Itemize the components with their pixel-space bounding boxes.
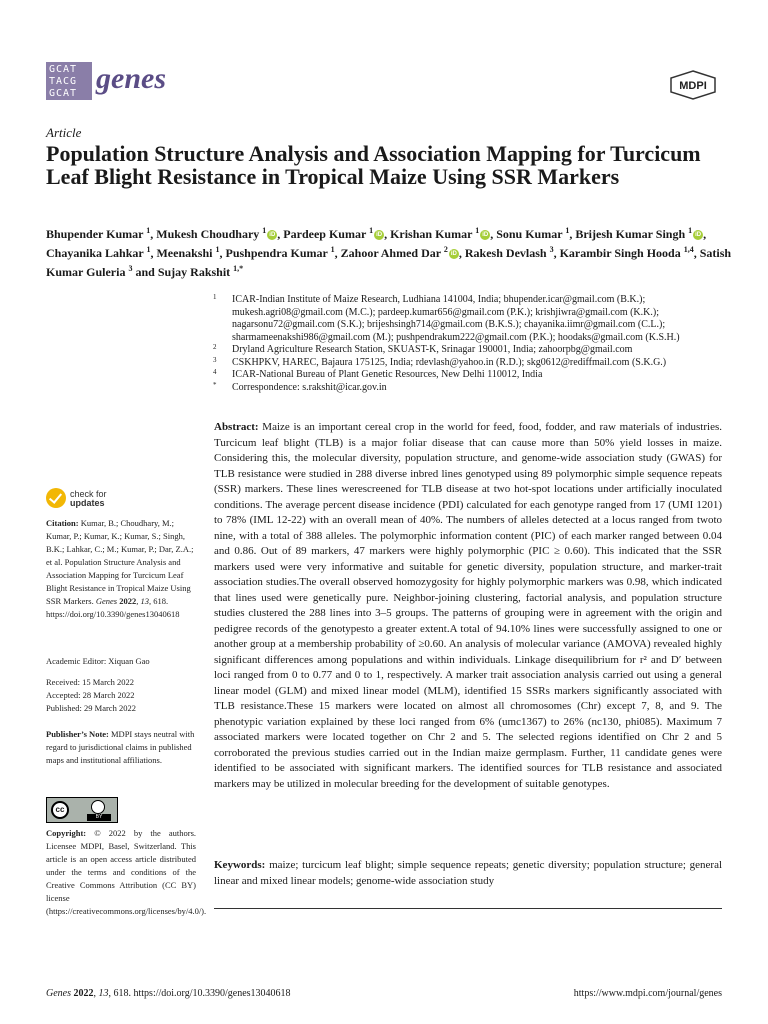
abstract-text: Maize is an important cereal crop in the world for feed, food, fodder, and raw materials of industries. Turcicum leaf blight (TLB) is a major foliar disease that can cause more than 50% yield losses in maize. Considering this, the molecular diversity, population structure, and genome-wide association study (GWAS) for TLB resistance were studied in 288 diverse inbred lines genotyped using 89 polymorphic simple sequence repeats (SSR) markers. These lines werescreened for TLB disease at two hot-spot locations under artificially inoculated conditions. The average percent disease incidence (PDI) calculated for each genotype ranged from 17 (UMI 1201) to 78% (IML 12-22) with an overall mean of 40%. The numbers of alleles detected at a locus ranged from twoto nine, with a total of 388 alleles. The polymorphic information content (PIC) of each marker ranged between 0.04 and 0.86. Out of 89 markers, 47 markers were highly polymorphic (PIC ≥ 0.60). This indicated that the SSR markers used were very informative and suitable for genetic diversity, population structure, and marker-trait association studies.The overall observed homozygosity for highly polymorphic markers was 0.98, which indicated that lines used were genetically pure. Neighbor-joining clustering, factorial analysis, and population structure studies clustered the 288 lines into 3–5 groups. The patterns of grouping were in agreement with the origin and pedigree records of the genotypesto a greater extent.A total of 94.10% lines were successfully assigned to one or another group at a membership probability of ≥0.60. An analysis of molecular variance (AMOVA) revealed highly significant differences among populations and within individuals. Linkage disequilibrium for r² and D′ between loci ranged from 0 to 0.77 and 0 to 1, respectively. A marker trait association analysis carried out using a general linear model (GLM) and mixed linear model (MLM), identified 15 SSRs markers significantly associated with TLB resistance.These 15 markers were located on almost all chromosomes (Chr) except 7, 8, and 9. The phenotypic variation explained by these loci ranged from 6% (umc1367) to 26% (nc130, phi085). Maximum 7 associated markers were located together on Chr 2 and 5. The selected regions identified on Chr 2 and 5 corroborated the previous studies carried out in the Indian maize germplasm. Further, 11 candidate genes were identified to be associated with significant markers. The identified sources for TLB resistance and associated markers may be utilized in molecular breeding for the development of suitable genotypes.: [214, 421, 722, 790]
keywords-text: maize; turcicum leaf blight; simple sequence repeats; genetic diversity; population structure; general linear and mixed linear models; genome-wide association study: [214, 859, 723, 887]
publishers-note: [46, 728, 196, 767]
author-name: Meenakshi: [156, 246, 213, 260]
footer-journal-url[interactable]: https://www.mdpi.com/journal/genes: [573, 988, 722, 999]
citation-doi-link[interactable]: , 618. https://doi.org/10.3390/genes13040618: [46, 596, 180, 619]
author-name: Pardeep Kumar: [283, 227, 367, 241]
author-name: Sujay Rakshit: [157, 265, 231, 279]
orcid-icon[interactable]: iD: [269, 232, 276, 239]
footer-doi-link[interactable]: , 618. https://doi.org/10.3390/genes13040618: [108, 988, 291, 999]
author-affiliation-sup: 1: [146, 226, 151, 235]
author-affiliation-sup: 3: [128, 264, 133, 273]
citation-year: 2022: [119, 596, 137, 606]
copyright-text: © 2022 by the authors. Licensee MDPI, Basel, Switzerland. This article is an open access article distributed under the terms and conditions of the Creative Commons Attribution (CC BY) license (https://creativecommons.org/licenses/by/4.0/).: [46, 828, 207, 916]
footer-journal: Genes: [46, 988, 71, 999]
author-list: Bhupender Kumar $^1$, Mukesh Choudhary $^1$iD , Pardeep Kumar $^1$iD , Krishan Kumar $^1$iD , Sonu Kumar $^1$, Brijesh Kumar Singh $^1$iD , Chayanika Lahkar $^1$, Meenakshi $^1$, Pushpendra Kumar $^1$, Zahoor Ahmed Dar $^2$iD , Rakesh Devlash $^3$, Karambir Singh Hooda $^{1,4}$, Satish Kumar Guleria $^3$ and Sujay Rakshit $^{1,*}$: [46, 226, 732, 279]
author: [560, 246, 694, 260]
citation-label: Citation:: [46, 518, 79, 528]
affiliation: [213, 294, 733, 344]
author-name: Zahoor Ahmed Dar: [340, 246, 441, 260]
check-updates-line1: check for: [70, 489, 107, 499]
affiliation-number: 3: [213, 355, 217, 364]
divider: [214, 908, 722, 909]
author-name: Pushpendra Kumar: [225, 246, 328, 260]
orcid-icon[interactable]: iD: [376, 232, 383, 239]
footer-volume: 13: [98, 988, 109, 999]
affiliation-text: ICAR-Indian Institute of Maize Research, Ludhiana 141004, India; bhupender.icar@gmail.com (B.K.); mukesh.agri08@gmail.com (M.C.); pardeep.kumar656@gmail.com (P.K.); krishjiwra@gmail.com (K.K.); nagarsonu72@gmail.com (S.K.); brijeshsingh714@gmail.com (B.K.S.); chayanika.iimr@gmail.com (C.L.); sharmameenakshi986@gmail.com (M.); pushpendrakum222@gmail.com (P.K.); hoodaks@gmail.com (K.S.H.): [232, 294, 680, 343]
published-date: Published: 29 March 2022: [46, 703, 136, 713]
abstract: [214, 420, 722, 792]
author: [496, 227, 569, 241]
author-name: Satish Kumar Guleria: [46, 246, 732, 279]
affiliation-number: 1: [213, 293, 217, 301]
author: [156, 246, 219, 260]
author: [156, 227, 277, 241]
affiliation-number: 2: [213, 343, 217, 351]
logo-line: GCAT: [49, 64, 78, 75]
author: [226, 246, 335, 260]
author-affiliation-sup: 1: [215, 245, 220, 254]
pubnote-label: Publisher’s Note:: [46, 729, 109, 739]
pubnote-text: MDPI stays neutral with regard to jurisdictional claims in published maps and institutional affiliations.: [46, 729, 195, 765]
author: [158, 265, 243, 279]
check-for-updates-button[interactable]: [46, 488, 156, 514]
affiliation-text: ICAR-National Bureau of Plant Genetic Resources, New Delhi 110012, India: [232, 369, 543, 380]
author: [465, 246, 554, 260]
author-affiliation-sup: 3: [549, 245, 554, 254]
logo-line: TACG: [49, 76, 78, 87]
affiliation: [213, 382, 733, 395]
article-type: Article: [46, 125, 82, 140]
author-name: Chayanika Lahkar: [46, 246, 144, 260]
author-name: Brijesh Kumar Singh: [575, 227, 686, 241]
logo-line: GCAT: [49, 88, 78, 99]
citation-text: Kumar, B.; Choudhary, M.; Kumar, P.; Kumar, K.; Kumar, S.; Singh, B.K.; Lahkar, C.; M.; Kumar, P.; Dar, Z.A.; et al. Population Structure Analysis and Association Mapping for Turcicum Leaf Blight Resistance in Tropical Maize Using SSR Markers.: [46, 518, 194, 606]
copyright-label: Copyright:: [46, 828, 87, 838]
author-affiliation-sup: 1,4: [683, 245, 694, 254]
affiliation: [213, 344, 733, 357]
journal-logo-grid: [46, 62, 92, 100]
check-updates-line2: updates: [70, 498, 105, 508]
citation-volume: 13: [140, 596, 149, 606]
copyright: [46, 827, 207, 918]
by-label: BY: [87, 814, 111, 821]
author-name: Sonu Kumar: [496, 227, 563, 241]
attribution-icon: [91, 800, 105, 814]
affiliations: [213, 294, 733, 394]
academic-editor: Academic Editor: Xiquan Gao: [46, 656, 150, 666]
check-updates-icon: [46, 488, 66, 508]
affiliation-number: *: [213, 380, 217, 389]
author-affiliation-sup: 1: [330, 245, 335, 254]
author: [341, 246, 459, 260]
orcid-icon[interactable]: iD: [482, 232, 489, 239]
footer-year: 2022: [73, 988, 94, 999]
footer-citation: Genes 2022, 13, 618. https://doi.org/10.3390/genes13040618: [46, 988, 291, 999]
citation-journal: Genes: [95, 596, 118, 606]
keywords-label: Keywords:: [214, 859, 266, 871]
affiliation: [213, 369, 733, 382]
author-affiliation-sup: 1: [262, 226, 267, 235]
journal-name: genes: [96, 62, 166, 95]
abstract-label: Abstract:: [214, 421, 259, 433]
author-name: Mukesh Choudhary: [156, 227, 260, 241]
affiliation-text: CSKHPKV, HAREC, Bajaura 175125, India; rdevlash@yahoo.in (R.D.); skg0612@rediffmail.com (S.K.G.): [232, 356, 667, 368]
received-date: Received: 15 March 2022: [46, 677, 135, 687]
author: [390, 227, 490, 241]
author-affiliation-sup: 1,*: [233, 264, 244, 273]
citation: Citation: Kumar, B.; Choudhary, M.; Kumar, P.; Kumar, K.; Kumar, S.; Singh, B.K.; Lahkar, C.; M.; Kumar, P.; Dar, Z.A.; et al. Population Structure Analysis and Association Mapping for Turcicum Leaf Blight Resistance in Tropical Maize Using SSR Markers. Genes 2022, 13, 618. https://doi.org/10.3390/genes13040618: [46, 518, 194, 619]
dates: [46, 676, 196, 715]
orcid-icon[interactable]: iD: [695, 232, 702, 239]
author: [46, 227, 150, 241]
affiliation: [213, 357, 733, 370]
author: [283, 227, 384, 241]
author-name: Rakesh Devlash: [464, 246, 547, 260]
cc-by-license-badge[interactable]: [46, 797, 118, 823]
author-affiliation-sup: 1: [146, 245, 151, 254]
author-affiliation-sup: 2: [443, 245, 448, 254]
keywords: [214, 858, 722, 889]
affiliation-text: Correspondence: s.rakshit@icar.gov.in: [232, 381, 387, 393]
author: [575, 227, 703, 241]
author-affiliation-sup: 1: [369, 226, 374, 235]
cc-icon: cc: [51, 801, 69, 819]
author-name: Krishan Kumar: [390, 227, 473, 241]
author-affiliation-sup: 1: [688, 226, 693, 235]
publisher-logo: [668, 70, 718, 100]
author-name: Bhupender Kumar: [46, 227, 144, 241]
affiliation-text: Dryland Agriculture Research Station, SKUAST-K, Srinagar 190001, India; zahoorpbg@gmail.com: [232, 344, 633, 355]
publisher-name: MDPI: [679, 80, 707, 92]
accepted-date: Accepted: 28 March 2022: [46, 690, 135, 700]
author-name: Karambir Singh Hooda: [559, 246, 681, 260]
affiliation-number: 4: [213, 368, 217, 376]
orcid-icon[interactable]: iD: [450, 251, 457, 258]
author: [46, 246, 150, 260]
author-affiliation-sup: 1: [565, 226, 570, 235]
author-affiliation-sup: 1: [475, 226, 480, 235]
article-title: Population Structure Analysis and Association Mapping for Turcicum Leaf Blight Resistance in Tropical Maize Using SSR Markers: [46, 141, 701, 189]
